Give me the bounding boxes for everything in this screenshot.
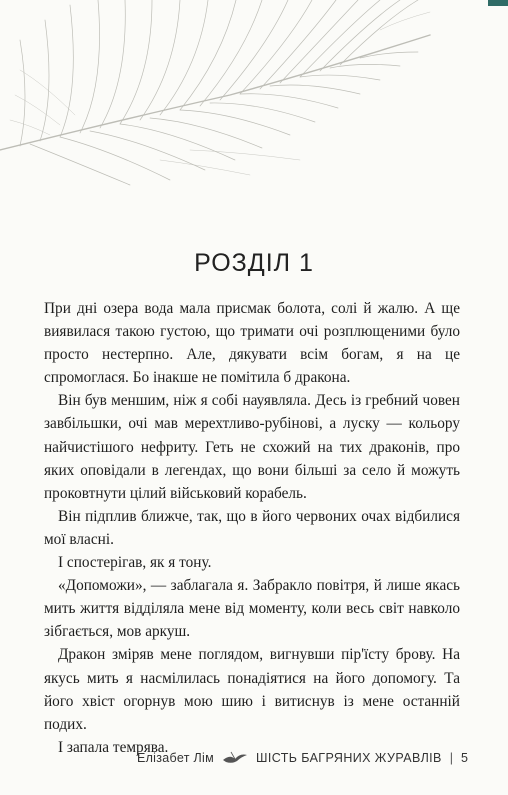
feather-illustration <box>0 0 508 190</box>
chapter-title: РОЗДІЛ 1 <box>194 248 314 277</box>
chapter-body <box>44 297 460 759</box>
paragraph: Він був меншим, ніж я собі науявляла. Десь із гребний човен завбільшки, очі мав мерехтливо-рубінові, а луску — кольору найчистішого нефриту. Геть не схожий на тих драконів, про яких оповідали в легендах, що вони більші за село й можуть проковтнути цілий військовий корабель. <box>44 392 460 502</box>
page-number: 5 <box>461 751 468 765</box>
paragraph: Він підплив ближче, так, що в його червоних очах відбилися мої власні. <box>44 507 460 548</box>
paragraph: І запала темрява. <box>58 738 169 756</box>
paragraph: Дракон зміряв мене поглядом, вигнувши пір'їсту брову. На якусь мить я насмілилась понадіятися на його допомогу. Та його хвіст огорнув мою шию і витиснув із мене останній подих. <box>44 646 460 733</box>
crane-icon <box>222 751 248 765</box>
footer-book-title: ШІСТЬ БАГРЯНИХ ЖУРАВЛІВ <box>255 751 442 765</box>
running-footer <box>137 751 468 765</box>
footer-author: Елізабет Лім <box>136 751 214 765</box>
footer-separator: | <box>449 751 454 765</box>
paragraph: При дні озера вода мала присмак болота, солі й жалю. А ще виявилася такою густою, що тримати очі розплющеними було просто нестерпно. Але, дякувати всім богам, я на це спромоглася. Бо інакше не помітила б дракона. <box>44 300 460 387</box>
paragraph: «Допоможи», — заблагала я. Забракло повітря, й лише якась мить життя відділяла мене від моменту, коли весь світ навколо зібгається, мов аркуш. <box>44 577 460 641</box>
paragraph: І спостерігав, як я тону. <box>58 554 212 572</box>
